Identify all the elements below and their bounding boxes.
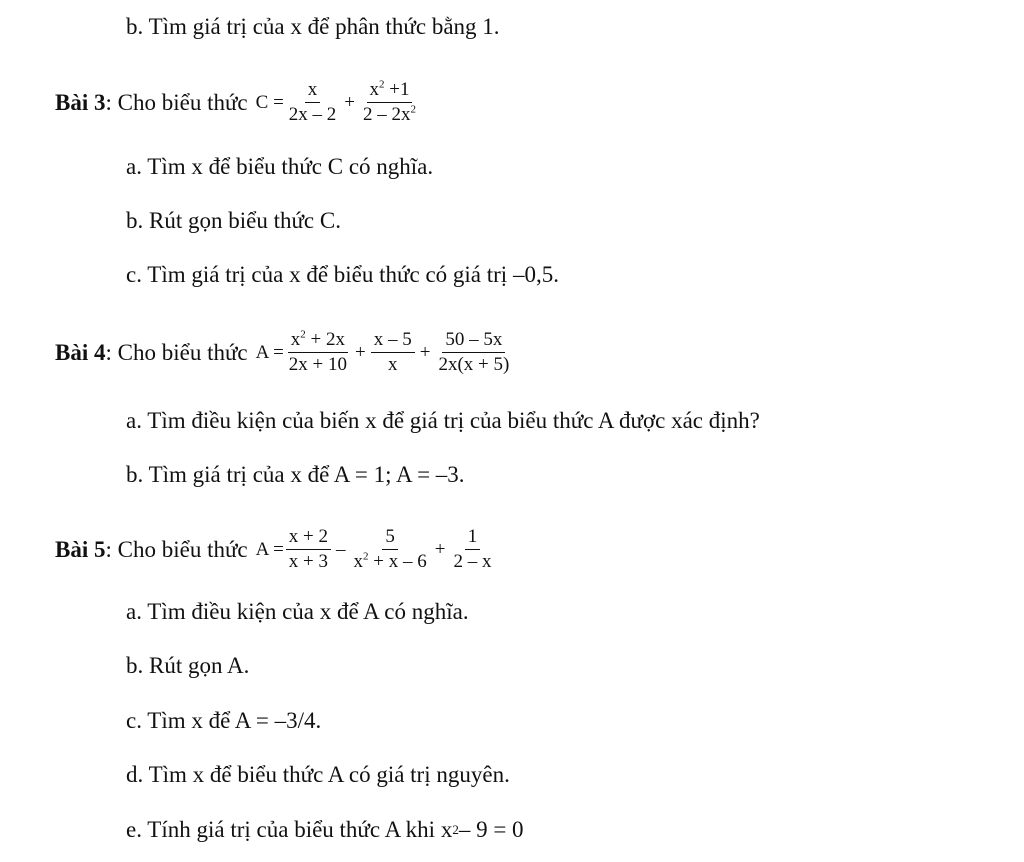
exercise-5e-text: e. Tính giá trị của biểu thức A khi x 2 – 9 = 0	[126, 817, 524, 842]
fraction: $\frac{50 - 5x}{2x(x + 5)}$	[438, 329, 510, 375]
formula-a5: A = $\frac{x + 2}{x + 3}$ – $\frac{5}{x^2 + x - 6}$ + $\frac{1}{2 - x}$	[256, 527, 497, 572]
exercise-4-intro: : Cho biểu thức	[105, 339, 248, 365]
fraction: $\frac{x^2 +1}{2 - 2x^2}$	[363, 78, 416, 125]
exercise-3-heading	[55, 80, 421, 125]
exercise-2b-text: b. Tìm giá trị của x để phân thức bằng 1.	[126, 14, 500, 39]
formula-c: C = $\frac{x}{2x - 2}$ + $\frac{x^2 +1}{2 - 2x^2}$	[256, 80, 421, 125]
exercise-3c-text: c. Tìm giá trị của x để biểu thức có giá trị –0,5.	[126, 262, 559, 287]
exercise-5a-text: a. Tìm điều kiện của x để A có nghĩa.	[126, 599, 469, 624]
exercise-3-label: Bài 3	[55, 89, 106, 115]
exercise-4-heading	[55, 330, 514, 375]
exercise-4a-text: a. Tìm điều kiện của biến x để giá trị của biểu thức A được xác định?	[126, 408, 760, 433]
fraction: $\frac{5}{x^2 + x - 6}$	[353, 526, 427, 572]
exercise-5b-text: b. Rút gọn A.	[126, 653, 250, 678]
fraction: $\frac{x^2 + 2x}{2x + 10}$	[288, 328, 347, 375]
exercise-4-label: Bài 4	[55, 339, 106, 365]
exercise-5-label: Bài 5	[55, 536, 106, 562]
fraction: $\frac{1}{2 - x}$	[453, 526, 492, 572]
exercise-5-heading	[55, 527, 496, 572]
formula-a4: A = $\frac{x^2 + 2x}{2x + 10}$ + $\frac{x - 5}{x}$ + $\frac{50 - 5x}{2x(x + 5)}$	[256, 330, 515, 375]
exercise-5-intro: : Cho biểu thức	[105, 536, 248, 562]
exercise-4b-text: b. Tìm giá trị của x để A = 1; A = –3.	[126, 462, 465, 487]
fraction: $\frac{x - 5}{x}$	[371, 330, 415, 375]
exercise-5c-text: c. Tìm x để A = –3/4.	[126, 708, 322, 733]
fraction: $\frac{x + 2}{x + 3}$	[286, 527, 331, 572]
exercise-5d-text: d. Tìm x để biểu thức A có giá trị nguyên.	[126, 762, 510, 787]
fraction: $\frac{x}{2x - 2}$	[288, 79, 337, 125]
exercise-3-intro: : Cho biểu thức	[105, 89, 248, 115]
exercise-3b-text: b. Rút gọn biểu thức C.	[126, 208, 341, 233]
exercise-3a-text: a. Tìm x để biểu thức C có nghĩa.	[126, 154, 434, 179]
